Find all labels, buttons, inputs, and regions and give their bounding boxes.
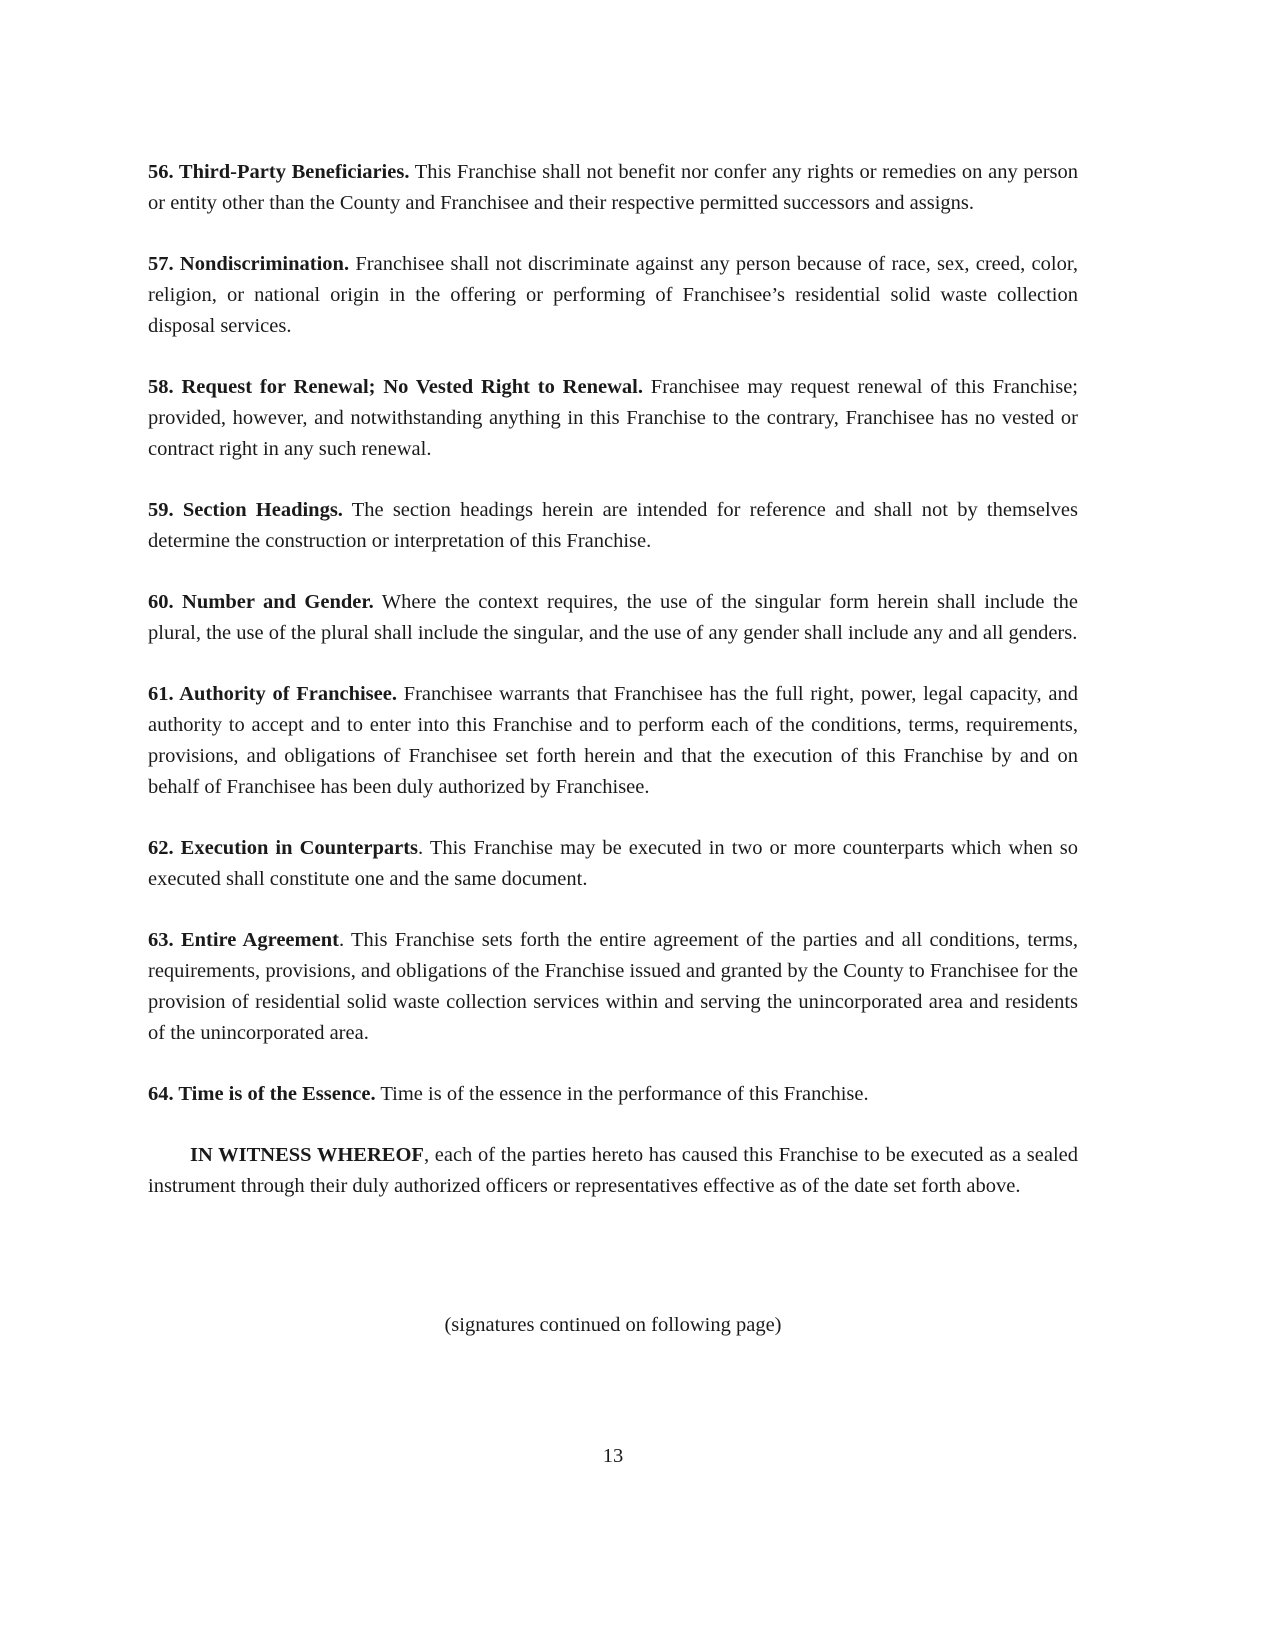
section-paragraph	[148, 679, 1078, 803]
witness-body: , each of the parties hereto has caused this Franchise to be executed as a sealed instrument through their duly authorized officers or representatives effective as of the date set forth above.	[148, 1144, 1078, 1197]
section-heading: 63. Entire Agreement	[148, 929, 339, 951]
section-heading: 58. Request for Renewal; No Vested Right to Renewal.	[148, 376, 643, 398]
section-body: Franchisee shall not discriminate against any person because of race, sex, creed, color, religion, or national origin in the offering or performing of Franchisee’s residential solid waste collection disposal services.	[148, 253, 1078, 337]
section-paragraph	[148, 495, 1078, 557]
section-body: . This Franchise sets forth the entire agreement of the parties and all conditions, terms, requirements, provisions, and obligations of the Franchise issued and granted by the County to Franchisee for the provision of residential solid waste collection services within and serving the unincorporated area and residents of the unincorporated area.	[148, 929, 1078, 1044]
section-body: . This Franchise may be executed in two or more counterparts which when so executed shall constitute one and the same document.	[148, 837, 1079, 890]
section-body: Time is of the essence in the performance of this Franchise.	[375, 1083, 869, 1105]
section-heading: 62. Execution in Counterparts	[148, 837, 419, 859]
section-body: Franchisee may request renewal of this Franchise; provided, however, and notwithstanding anything in this Franchise to the contrary, Franchisee has no vested or contract right in any such renewal.	[148, 376, 1078, 460]
section-paragraph	[148, 157, 1078, 219]
witness-lead: IN WITNESS WHEREOF	[190, 1144, 424, 1166]
section-paragraph	[148, 1079, 1078, 1110]
section-body: This Franchise shall not benefit nor confer any rights or remedies on any person or entity other than the County and Franchisee and their respective permitted successors and assigns.	[148, 161, 1078, 214]
signatures-continuation-note: (signatures continued on following page)	[444, 1314, 782, 1336]
section-body: Where the context requires, the use of the singular form herein shall include the plural, the use of the plural shall include the singular, and the use of any gender shall include any and all genders.	[148, 591, 1078, 644]
section-heading: 64. Time is of the Essence.	[148, 1083, 376, 1105]
section-paragraph	[148, 833, 1078, 895]
section-heading: 60. Number and Gender.	[148, 591, 374, 613]
section-body: The section headings herein are intended for reference and shall not by themselves determine the construction or interpretation of this Franchise.	[148, 499, 1078, 552]
section-paragraph	[148, 249, 1078, 342]
section-heading: 56. Third-Party Beneficiaries.	[148, 161, 410, 183]
section-heading: 57. Nondiscrimination.	[148, 253, 350, 275]
section-paragraph	[148, 925, 1078, 1049]
section-heading: 61. Authority of Franchisee.	[148, 683, 397, 705]
section-body: Franchisee warrants that Franchisee has the full right, power, legal capacity, and authority to accept and to enter into this Franchise and to perform each of the conditions, terms, requirements, provisions, and obligations of Franchisee set forth herein and that the execution of this Franchise by and on behalf of Franchisee has been duly authorized by Franchisee.	[148, 683, 1078, 798]
witness-paragraph	[148, 1140, 1078, 1202]
section-paragraph	[148, 587, 1078, 649]
section-heading: 59. Section Headings.	[148, 499, 343, 521]
section-paragraph	[148, 372, 1078, 465]
page-number: 13	[602, 1445, 624, 1467]
